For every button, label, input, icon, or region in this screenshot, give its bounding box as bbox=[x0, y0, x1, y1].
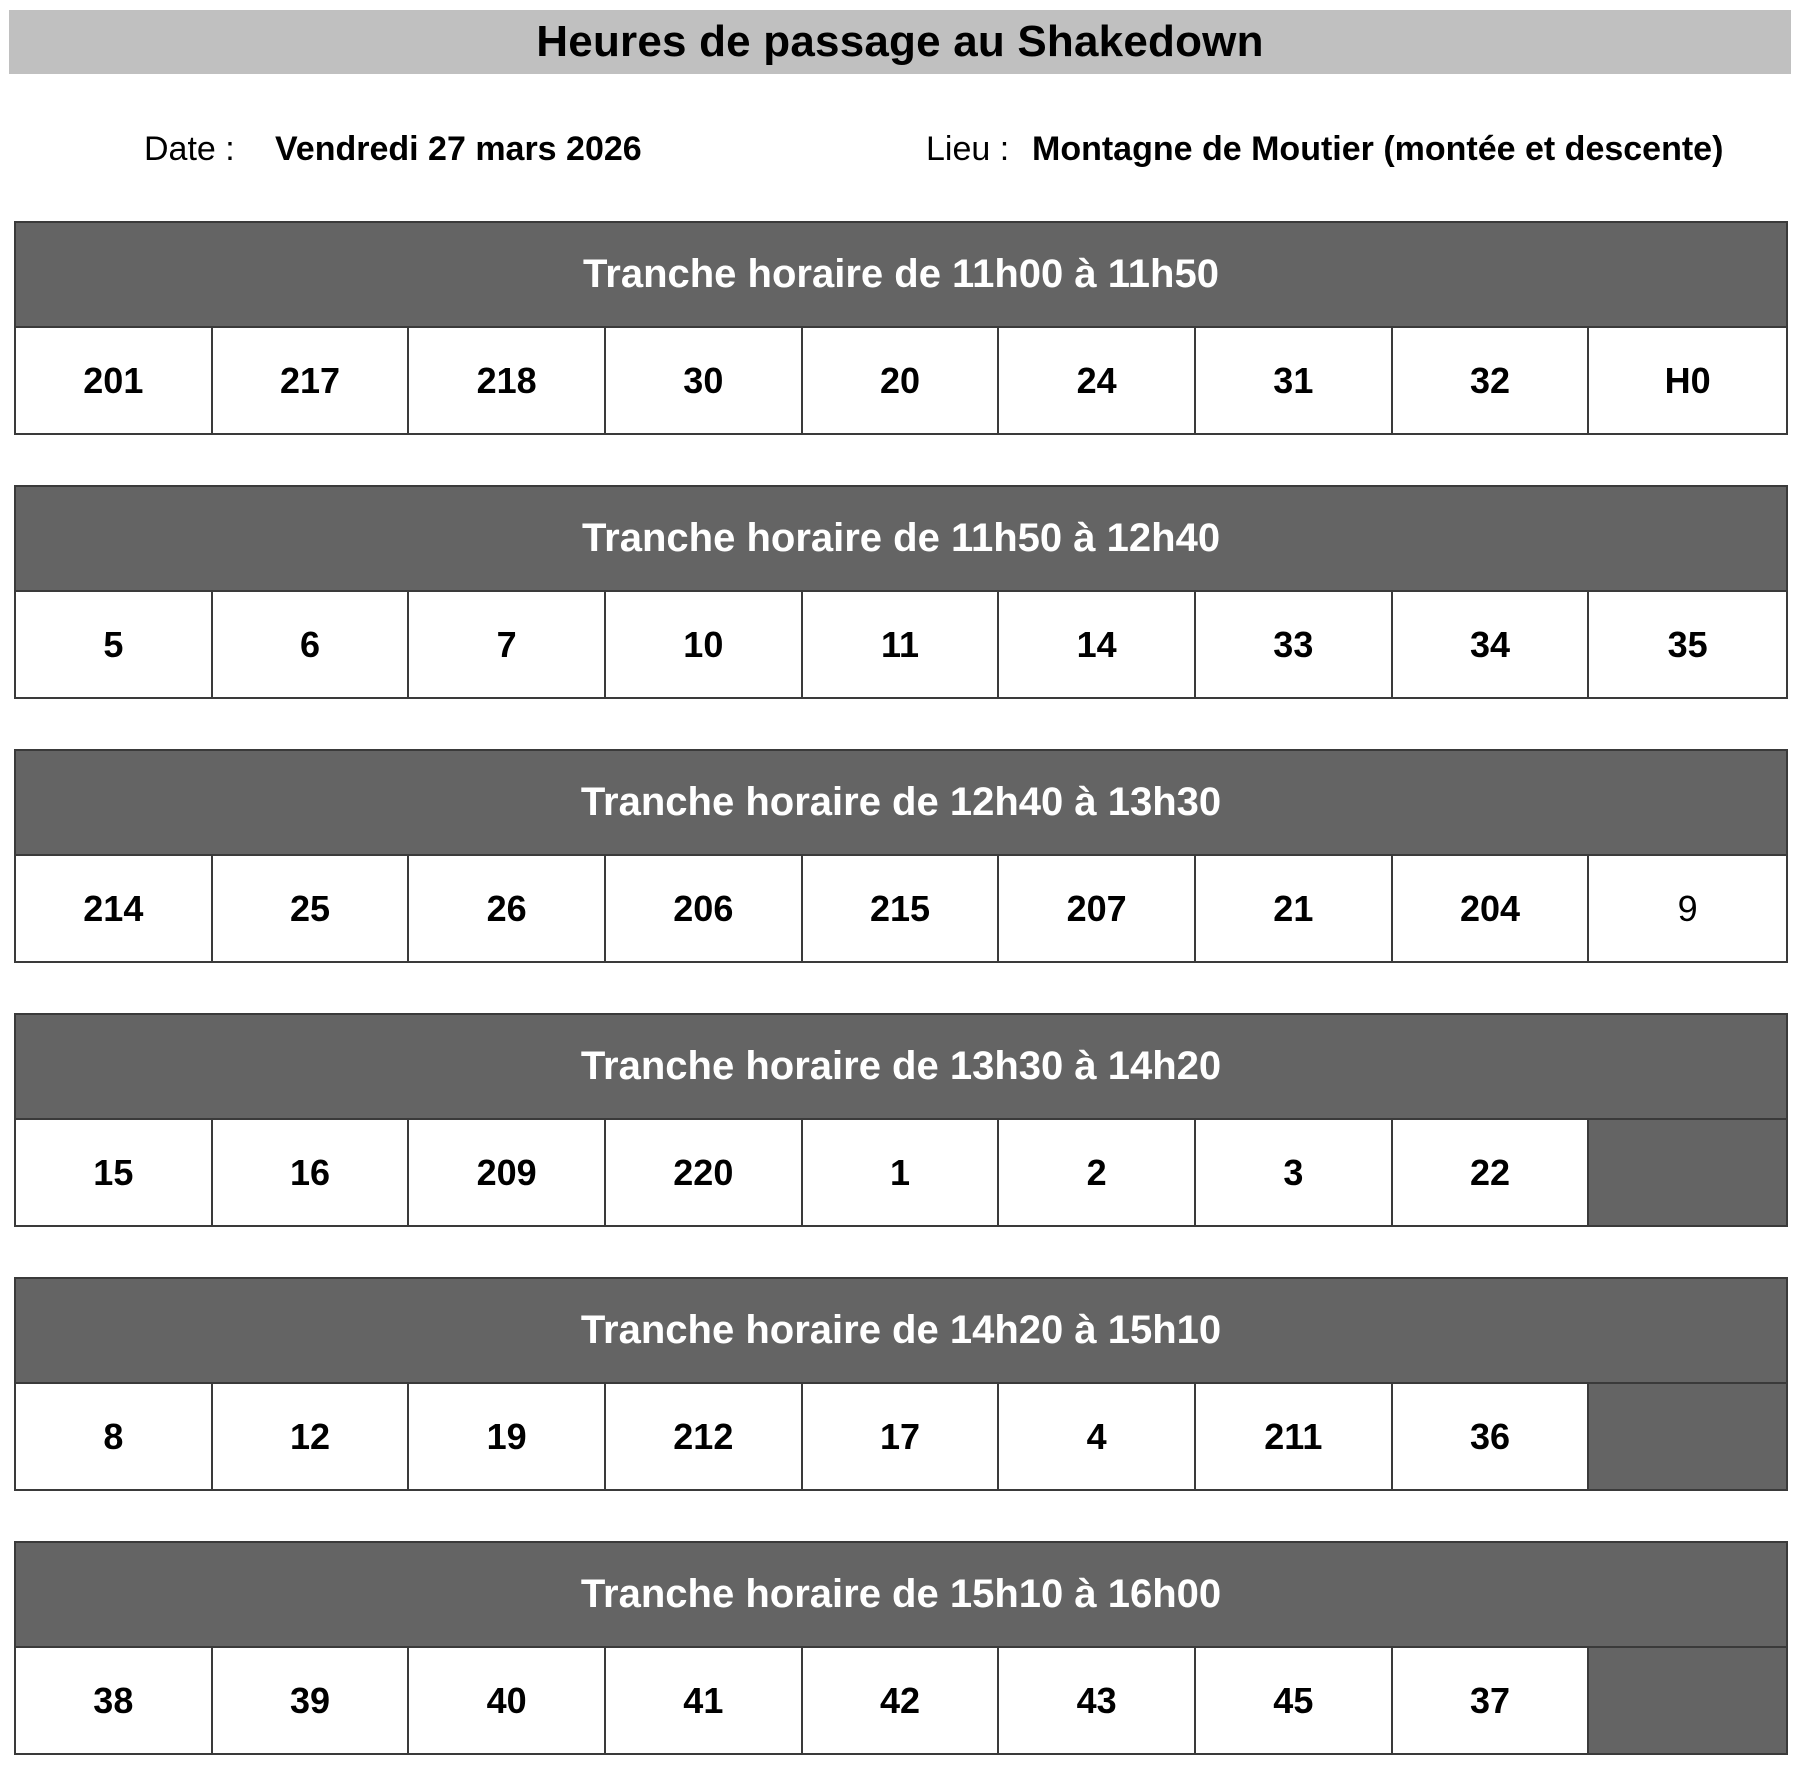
car-number-cell: 2 bbox=[999, 1120, 1196, 1225]
car-number-cell: 21 bbox=[1196, 856, 1393, 961]
car-number-cell: 31 bbox=[1196, 328, 1393, 433]
time-slot-1 bbox=[14, 221, 1788, 435]
slot-cells-row bbox=[16, 328, 1786, 433]
info-row bbox=[0, 120, 1800, 180]
car-number-cell: 17 bbox=[803, 1384, 1000, 1489]
car-number-cell: H0 bbox=[1589, 328, 1786, 433]
slot-header-label: Tranche horaire de 15h10 à 16h00 bbox=[580, 1572, 1222, 1616]
car-number-cell: 22 bbox=[1393, 1120, 1590, 1225]
car-number-cell: 1 bbox=[803, 1120, 1000, 1225]
location-value: Montagne de Moutier (montée et descente) bbox=[1032, 130, 1724, 168]
car-number-cell: 11 bbox=[803, 592, 1000, 697]
car-number-cell: 20 bbox=[803, 328, 1000, 433]
slot-cells-row bbox=[16, 1648, 1786, 1753]
car-number-cell: 207 bbox=[999, 856, 1196, 961]
car-number-cell: 35 bbox=[1589, 592, 1786, 697]
car-number-cell: 8 bbox=[16, 1384, 213, 1489]
car-number-cell: 14 bbox=[999, 592, 1196, 697]
car-number-cell: 7 bbox=[409, 592, 606, 697]
car-number-cell: 32 bbox=[1393, 328, 1590, 433]
time-slot-5 bbox=[14, 1277, 1788, 1491]
car-number-cell: 3 bbox=[1196, 1120, 1393, 1225]
car-number-cell: 6 bbox=[213, 592, 410, 697]
car-number-cell: 10 bbox=[606, 592, 803, 697]
slot-header-label: Tranche horaire de 14h20 à 15h10 bbox=[580, 1308, 1222, 1352]
car-number-cell: 211 bbox=[1196, 1384, 1393, 1489]
car-number-cell: 206 bbox=[606, 856, 803, 961]
car-number-cell: 209 bbox=[409, 1120, 606, 1225]
empty-cell bbox=[1589, 1648, 1786, 1753]
car-number-cell: 33 bbox=[1196, 592, 1393, 697]
car-number-cell: 204 bbox=[1393, 856, 1590, 961]
car-number-cell: 19 bbox=[409, 1384, 606, 1489]
slot-header-label: Tranche horaire de 12h40 à 13h30 bbox=[580, 780, 1222, 824]
car-number-cell: 217 bbox=[213, 328, 410, 433]
page-title: Heures de passage au Shakedown bbox=[536, 17, 1264, 66]
car-number-cell: 34 bbox=[1393, 592, 1590, 697]
date-label: Date : bbox=[144, 130, 235, 168]
slot-header-label: Tranche horaire de 11h50 à 12h40 bbox=[581, 516, 1221, 560]
slot-header-label: Tranche horaire de 11h00 à 11h50 bbox=[583, 252, 1219, 296]
car-number-cell: 201 bbox=[16, 328, 213, 433]
slot-header bbox=[16, 487, 1786, 592]
time-slot-2 bbox=[14, 485, 1788, 699]
car-number-cell: 30 bbox=[606, 328, 803, 433]
car-number-cell: 37 bbox=[1393, 1648, 1590, 1753]
car-number-cell: 212 bbox=[606, 1384, 803, 1489]
slot-cells-row bbox=[16, 856, 1786, 961]
car-number-cell: 215 bbox=[803, 856, 1000, 961]
car-number-cell: 40 bbox=[409, 1648, 606, 1753]
car-number-cell: 5 bbox=[16, 592, 213, 697]
date-value: Vendredi 27 mars 2026 bbox=[275, 130, 642, 168]
car-number-cell: 214 bbox=[16, 856, 213, 961]
car-number-cell: 41 bbox=[606, 1648, 803, 1753]
car-number-cell: 24 bbox=[999, 328, 1196, 433]
title-bar bbox=[9, 10, 1791, 74]
slot-cells-row bbox=[16, 1384, 1786, 1489]
empty-cell bbox=[1589, 1120, 1786, 1225]
car-number-cell: 36 bbox=[1393, 1384, 1590, 1489]
slot-header-label: Tranche horaire de 13h30 à 14h20 bbox=[580, 1044, 1222, 1088]
car-number-cell: 39 bbox=[213, 1648, 410, 1753]
car-number-cell: 15 bbox=[16, 1120, 213, 1225]
car-number-cell: 25 bbox=[213, 856, 410, 961]
car-number-cell: 45 bbox=[1196, 1648, 1393, 1753]
car-number-cell: 12 bbox=[213, 1384, 410, 1489]
car-number-cell: 26 bbox=[409, 856, 606, 961]
car-number-cell: 42 bbox=[803, 1648, 1000, 1753]
car-number-cell: 43 bbox=[999, 1648, 1196, 1753]
slot-header bbox=[16, 1279, 1786, 1384]
car-number-cell: 218 bbox=[409, 328, 606, 433]
slot-header bbox=[16, 1015, 1786, 1120]
time-slot-6 bbox=[14, 1541, 1788, 1755]
car-number-cell: 220 bbox=[606, 1120, 803, 1225]
car-number-cell: 9 bbox=[1589, 856, 1786, 961]
time-slot-3 bbox=[14, 749, 1788, 963]
car-number-cell: 4 bbox=[999, 1384, 1196, 1489]
slot-header bbox=[16, 223, 1786, 328]
slot-cells-row bbox=[16, 592, 1786, 697]
slot-header bbox=[16, 1543, 1786, 1648]
empty-cell bbox=[1589, 1384, 1786, 1489]
location-label: Lieu : bbox=[926, 130, 1010, 168]
car-number-cell: 38 bbox=[16, 1648, 213, 1753]
slot-cells-row bbox=[16, 1120, 1786, 1225]
slot-header bbox=[16, 751, 1786, 856]
car-number-cell: 16 bbox=[213, 1120, 410, 1225]
time-slot-4 bbox=[14, 1013, 1788, 1227]
